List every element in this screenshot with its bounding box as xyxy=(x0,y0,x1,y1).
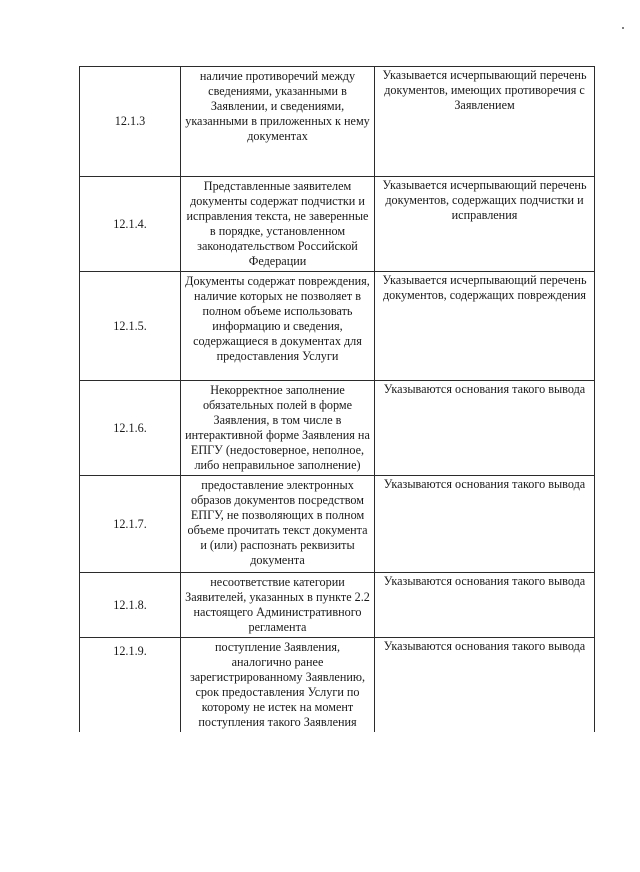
explanation-cell: Указываются основания такого вывода xyxy=(375,476,595,573)
condition-cell: Документы содержат повреждения, наличие которых не позволяет в полном объеме использовать информацию и сведения, содержащиеся в документах для предоставления Услуги xyxy=(181,272,375,381)
explanation-cell: Указывается исчерпывающий перечень документов, содержащих подчистки и исправления xyxy=(375,177,595,272)
table-row xyxy=(80,638,595,733)
condition-cell: наличие противоречий между сведениями, указанными в Заявлении, и сведениями, указанными в приложенных к нему документах xyxy=(181,67,375,177)
table-row xyxy=(80,381,595,476)
row-number: 12.1.4. xyxy=(80,177,181,272)
table-row xyxy=(80,573,595,638)
condition-cell: предоставление электронных образов документов посредством ЕПГУ, не позволяющих в полном объеме прочитать текст документа и (или) распознать реквизиты документа xyxy=(181,476,375,573)
condition-cell: Некорректное заполнение обязательных полей в форме Заявления, в том числе в интерактивной форме Заявления на ЕПГУ (недостоверное, неполное, либо неправильное заполнение) xyxy=(181,381,375,476)
row-number: 12.1.6. xyxy=(80,381,181,476)
table-row xyxy=(80,272,595,381)
table-row xyxy=(80,476,595,573)
explanation-cell: Указываются основания такого вывода xyxy=(375,638,595,733)
condition-cell: несоответствие категории Заявителей, указанных в пункте 2.2 настоящего Административного регламента xyxy=(181,573,375,638)
row-number: 12.1.8. xyxy=(80,573,181,638)
condition-cell: поступление Заявления, аналогично ранее зарегистрированному Заявлению, срок предоставления Услуги по которому не истек на момент поступления такого Заявления xyxy=(181,638,375,733)
row-number: 12.1.9. xyxy=(80,638,181,733)
explanation-cell: Указываются основания такого вывода xyxy=(375,573,595,638)
table-row xyxy=(80,177,595,272)
refusal-grounds-table xyxy=(79,66,595,732)
table-row xyxy=(80,67,595,177)
explanation-cell: Указывается исчерпывающий перечень документов, содержащих повреждения xyxy=(375,272,595,381)
row-number: 12.1.7. xyxy=(80,476,181,573)
row-number: 12.1.5. xyxy=(80,272,181,381)
explanation-cell: Указывается исчерпывающий перечень документов, имеющих противоречия с Заявлением xyxy=(375,67,595,177)
scan-speck xyxy=(622,27,624,29)
condition-cell: Представленные заявителем документы содержат подчистки и исправления текста, не заверенные в порядке, установленном законодательством Российской Федерации xyxy=(181,177,375,272)
row-number: 12.1.3 xyxy=(80,67,181,177)
explanation-cell: Указываются основания такого вывода xyxy=(375,381,595,476)
